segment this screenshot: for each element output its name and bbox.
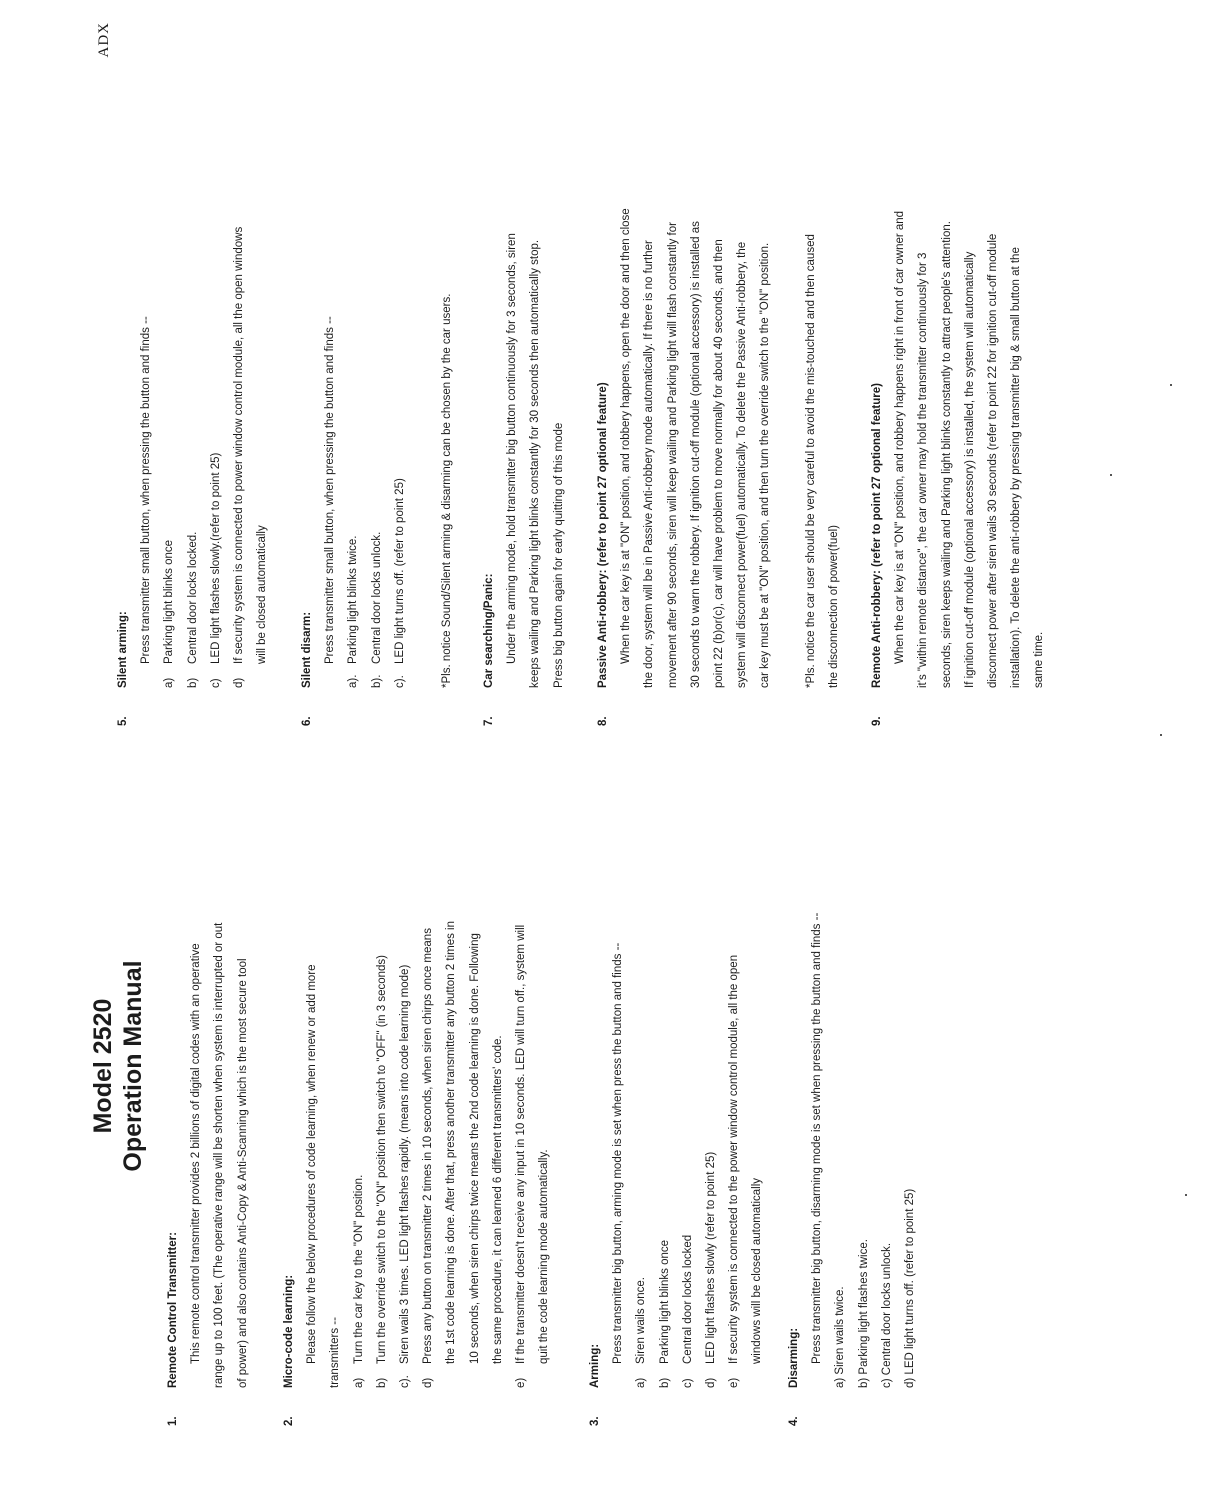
intro-line: Please follow the below procedures of code learning, when renew or add more [306, 964, 319, 1364]
paragraph-line: same time. [1033, 631, 1046, 688]
intro-line: Press transmitter big button, arming mode is set when press the button and finds -- [612, 942, 625, 1364]
section-silent-arming [112, 16, 274, 726]
paragraph-line: of power) and also contains Anti-Copy & Anti-Scanning which is the most secure tool [236, 958, 249, 1388]
item-label: d) [422, 1377, 435, 1388]
item-text: If the transmitter doesn't receive any input in 10 seconds. LED will turn off., system will [515, 924, 528, 1364]
section-disarming [783, 726, 922, 1426]
list-item [342, 16, 365, 688]
intro-line: Press transmitter small button, when pressing the button and finds -- [324, 316, 337, 664]
item-text: Parking light blinks once [658, 1239, 671, 1364]
item-label: c) [681, 1378, 694, 1388]
section-title: Passive Anti-robbery: (refer to point 27 optional feature) [597, 382, 609, 688]
paragraph-line: If ignition cut-off module (optional accessory) is installed, the system will automatically [963, 251, 976, 688]
item-label: d) [705, 1377, 718, 1388]
list-item [654, 726, 677, 1388]
item-text: LED light turns off. (refer to point 25) [393, 478, 406, 664]
item-label: c) [209, 678, 222, 688]
paragraph-line: system will disconnect power(fuel) automatically. To delete the Passive Anti-robbery, the [736, 241, 749, 688]
list-item [348, 726, 371, 1388]
item-text: LED light flashes slowly.(refer to point 25) [209, 452, 222, 664]
scan-speck [1160, 734, 1162, 736]
list-item [158, 16, 181, 688]
list-item [700, 726, 723, 1388]
section-number: 6. [301, 716, 313, 726]
item-text: If security system is connected to power window control module, all the open windows [233, 226, 246, 664]
paragraph-line: This remote control transmitter provides 2 billions of digital codes with an operative [190, 943, 203, 1364]
item-label: a) [163, 677, 176, 688]
scan-speck [1185, 1194, 1187, 1196]
paragraph-line: Under the arming mode, hold transmitter big button continuously for 3 seconds, siren [506, 233, 519, 664]
section-title: Remote Anti-robbery: (refer to point 27 optional feature) [871, 383, 883, 688]
section-title: Micro-code learning: [283, 1274, 295, 1388]
list-item [182, 16, 205, 688]
intro-line: Press transmitter small button, when pressing the button and finds -- [140, 316, 153, 664]
item-label: b). [370, 674, 383, 688]
list-item: d) LED light turns off. (refer to point 25) [904, 1188, 917, 1388]
note-line: the disconnection of power(fuel) [828, 524, 841, 688]
right-column [0, 16, 1217, 726]
paragraph-line: When the car key is at "ON" position, and robbery happens right in front of car owner and [894, 210, 907, 664]
item-text: Turn the override switch to the "ON" position then switch to "OFF" (in 3 seconds) [375, 955, 388, 1364]
section-car-searching-panic [478, 16, 571, 726]
item-text: Turn the car key to the "ON" position. [352, 1174, 365, 1364]
paragraph-line: Press big button again for early quitting of this mode [552, 422, 565, 688]
item-label: b) [186, 677, 199, 688]
item-text: LED light flashes slowly (refer to point 25) [705, 1151, 718, 1364]
page-header-mark: ADX [96, 22, 112, 58]
section-number: 4. [788, 1416, 800, 1426]
section-number: 9. [871, 716, 883, 726]
list-item [723, 726, 769, 1388]
paragraph-line: movement after 90 seconds, siren will keep wailing and Parking light will flash constantly for [666, 222, 679, 688]
item-label: e) [515, 1377, 528, 1388]
section-remote-control-transmitter [162, 726, 255, 1426]
intro-line: Press transmitter big button, disarming mode is set when pressing the button and finds -- [811, 912, 824, 1364]
paragraph-line: When the car key is at "ON" position, and robbery happens, open the door and then close [620, 208, 633, 664]
paragraph-line: keeps wailing and Parking light blinks constantly for 30 seconds then automatically stop. [529, 239, 542, 688]
list-item: c) Central door locks unlock. [880, 1242, 893, 1388]
paragraph-line: range up to 100 feet. (The operative range will be shorten when system is interrupted or out [213, 922, 226, 1388]
section-silent-disarm [296, 16, 412, 726]
item-label: d) [233, 677, 246, 688]
list-item [510, 726, 556, 1388]
section-micro-code-learning [278, 726, 556, 1426]
note-mis-touch [800, 16, 846, 726]
item-label: b) [375, 1377, 388, 1388]
section-title: Silent disarm: [301, 611, 313, 688]
manual-title [0, 726, 148, 1426]
paragraph-line: car key must be at "ON" position, and then turn the override switch to the "ON" position. [759, 242, 772, 688]
paragraph-line: point 22 (b)or(c), car will have problem to move normally for about 40 seconds, and then [713, 239, 726, 688]
item-text: 10 seconds, when siren chirps twice means the 2nd code learning is done. Following [468, 933, 481, 1364]
section-title: Car searching/Panic: [483, 573, 495, 688]
scan-speck [1170, 384, 1172, 386]
section-remote-anti-robbery [866, 16, 1052, 726]
item-text: Siren wails once. [635, 1277, 648, 1364]
paragraph-line: it's "within remote distance", the car owner may hold the transmitter continuously for 3 [917, 252, 930, 688]
item-text: Central door locks unlock. [370, 531, 383, 664]
paragraph-line: disconnect power after siren wails 30 seconds (refer to point 22 for ignition cut-off module [987, 233, 1000, 688]
item-text: Parking light blinks twice. [347, 535, 360, 664]
title-operation-manual: Operation Manual [119, 960, 147, 1172]
section-number: 1. [167, 1416, 179, 1426]
section-number: 8. [597, 716, 609, 726]
scan-speck [1110, 474, 1112, 476]
note-line: *Pls. notice the car user should be very careful to avoid the mis-touched and then caused [805, 234, 817, 688]
item-text: the same procedure, it can learned 6 different transmitters' code. [491, 1035, 504, 1364]
list-item [366, 16, 389, 688]
item-text: the 1st code learning is done. After that, press another transmitter any button 2 times in [445, 921, 458, 1364]
item-label: a) [352, 1377, 365, 1388]
section-title: Remote Control Transmitter: [167, 1232, 179, 1388]
paragraph-line: the door, system will be in Passive Anti-robbery mode automatically. If there is no further [643, 240, 656, 688]
list-item [417, 726, 510, 1388]
item-text: windows will be closed automatically [751, 1178, 764, 1364]
item-text: will be closed automatically [256, 525, 269, 664]
section-passive-anti-robbery [592, 16, 778, 726]
list-item [630, 726, 653, 1388]
list-item [228, 16, 274, 688]
section-number: 5. [117, 716, 129, 726]
list-item [394, 726, 417, 1388]
list-item: a) Siren wails twice. [834, 1286, 847, 1388]
section-arming [584, 726, 770, 1426]
list-item [205, 16, 228, 688]
list-item [389, 16, 412, 688]
title-model: Model 2520 [89, 998, 117, 1134]
item-text: quit the code learning mode automatically. [538, 1149, 551, 1364]
intro-line: transmitters -- [329, 1317, 342, 1388]
paragraph-line: seconds, siren keeps wailing and Parking light blinks constantly to attract people's attention. [940, 221, 953, 688]
item-label: c). [399, 1375, 412, 1388]
item-text: Parking light blinks once [163, 539, 176, 664]
item-label: b) [658, 1377, 671, 1388]
left-column [0, 726, 1217, 1426]
item-label: c). [393, 675, 406, 688]
section-title: Silent arming: [117, 611, 129, 688]
item-text: Siren wails 3 times. LED light flashes rapidly. (means into code learning mode) [399, 964, 412, 1364]
item-label: e) [728, 1377, 741, 1388]
item-text: If security system is connected to the power window control module, all the open [728, 954, 741, 1364]
section-number: 2. [283, 1416, 295, 1426]
list-item [371, 726, 394, 1388]
item-text: Central door locks locked. [186, 531, 199, 664]
item-label: a) [635, 1377, 648, 1388]
section-number: 7. [483, 716, 495, 726]
note-sound-silent: *Pls. notice Sound/Silent arming & disarming can be chosen by the car users. [441, 293, 453, 688]
list-item [677, 726, 700, 1388]
section-title: Disarming: [788, 1327, 800, 1388]
paragraph-line: installation). To delete the anti-robbery by pressing transmitter big & small button at the [1010, 247, 1023, 688]
item-text: Central door locks locked [681, 1234, 694, 1364]
paragraph-line: 30 seconds to warn the robbery. If ignition cut-off module (optional accessory) is installed as [689, 221, 702, 688]
item-text: Press any button on transmitter 2 times in 10 seconds, when siren chirps once means [422, 928, 435, 1364]
list-item: b) Parking light flashes twice. [857, 1239, 870, 1388]
section-title: Arming: [589, 1343, 601, 1388]
item-label: a). [347, 674, 360, 688]
section-number: 3. [589, 1416, 601, 1426]
